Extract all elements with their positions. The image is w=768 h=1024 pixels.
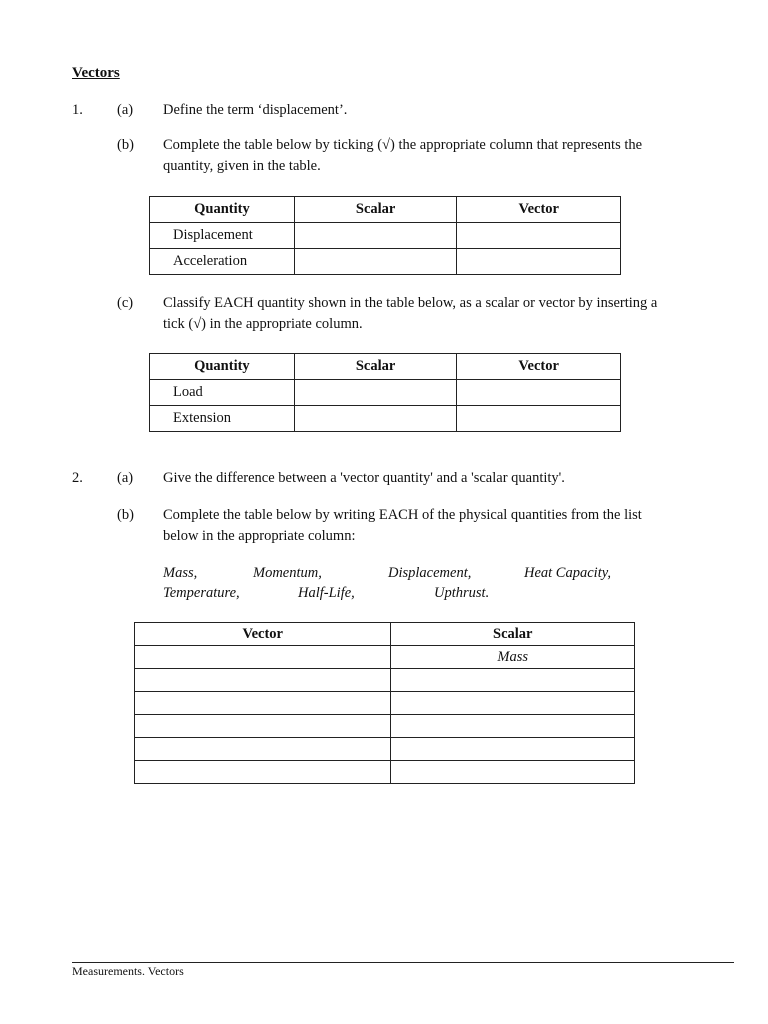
quantity-cell: Load: [150, 380, 295, 406]
q1-part-a-label: (a): [117, 102, 134, 118]
vector-cell[interactable]: [135, 692, 391, 715]
q1c-table: [149, 353, 621, 432]
list-item: Half-Life,: [298, 585, 355, 601]
column-header-vector: Vector: [457, 354, 621, 380]
scalar-cell[interactable]: [391, 692, 635, 715]
quantity-cell: Displacement: [150, 223, 295, 249]
table-header-row: [135, 623, 635, 646]
q1b-table: [149, 196, 621, 275]
column-header-scalar: Scalar: [294, 197, 457, 223]
table-row: [150, 249, 621, 275]
scalar-cell[interactable]: [391, 669, 635, 692]
list-item: Mass,: [163, 565, 198, 581]
table-row: [135, 692, 635, 715]
vector-cell[interactable]: [135, 715, 391, 738]
footer-divider: [72, 962, 734, 963]
table-header-row: [150, 197, 621, 223]
list-item: Heat Capacity,: [524, 565, 611, 581]
q1-part-c-line1: Classify EACH quantity shown in the table below, as a scalar or vector by inserting a: [163, 295, 658, 311]
column-header-quantity: Quantity: [150, 354, 295, 380]
scalar-cell[interactable]: [391, 738, 635, 761]
page-footer: Measurements. Vectors: [72, 964, 184, 978]
column-header-quantity: Quantity: [150, 197, 295, 223]
q1-part-c-line2: tick (√) in the appropriate column.: [163, 316, 363, 332]
vector-tick-cell[interactable]: [457, 406, 621, 432]
scalar-tick-cell[interactable]: [294, 223, 457, 249]
table-row: [150, 380, 621, 406]
vector-tick-cell[interactable]: [457, 380, 621, 406]
q2-part-b-text: [163, 505, 693, 547]
scalar-tick-cell[interactable]: [294, 406, 457, 432]
list-item: Upthrust.: [434, 585, 490, 601]
q1-part-c-label: (c): [117, 295, 134, 311]
vector-cell[interactable]: [135, 646, 391, 669]
q1-part-a-text: Define the term ‘displacement’.: [163, 102, 348, 118]
table-row: [135, 738, 635, 761]
table-row: [150, 223, 621, 249]
q1-part-b-line1: Complete the table below by ticking (√) the appropriate column that represents the: [163, 137, 643, 153]
scalar-cell[interactable]: [391, 761, 635, 784]
q1-part-b-line2: quantity, given in the table.: [163, 158, 321, 174]
q2-part-a-label: (a): [117, 470, 134, 486]
table-row: [135, 669, 635, 692]
q2-part-a-text: Give the difference between a 'vector quantity' and a 'scalar quantity'.: [163, 470, 565, 486]
list-item: Displacement,: [388, 565, 472, 581]
q2-part-b-label: (b): [117, 507, 134, 523]
quantity-cell: Extension: [150, 406, 295, 432]
table-row: [135, 715, 635, 738]
table-row: [150, 406, 621, 432]
scalar-cell[interactable]: Mass: [391, 646, 635, 669]
q2-part-b-line1: Complete the table below by writing EACH of the physical quantities from the list: [163, 507, 642, 523]
column-header-vector: Vector: [457, 197, 621, 223]
q2-part-b-line2: below in the appropriate column:: [163, 528, 356, 544]
q2b-table: [134, 622, 635, 784]
q1-part-c-text: [163, 293, 693, 335]
scalar-cell[interactable]: [391, 715, 635, 738]
quantity-cell: Acceleration: [150, 249, 295, 275]
table-row: [135, 761, 635, 784]
vector-cell[interactable]: [135, 761, 391, 784]
q1-part-b-label: (b): [117, 137, 134, 153]
vector-tick-cell[interactable]: [457, 223, 621, 249]
scalar-tick-cell[interactable]: [294, 380, 457, 406]
vector-tick-cell[interactable]: [457, 249, 621, 275]
column-header-scalar: Scalar: [294, 354, 457, 380]
question-2-number: 2.: [72, 470, 83, 486]
list-item: Momentum,: [253, 565, 322, 581]
column-header-scalar: Scalar: [391, 623, 635, 646]
question-1-number: 1.: [72, 102, 83, 118]
page-heading: Vectors: [72, 65, 120, 81]
list-item: Temperature,: [163, 585, 240, 601]
vector-cell[interactable]: [135, 738, 391, 761]
vector-cell[interactable]: [135, 669, 391, 692]
scalar-tick-cell[interactable]: [294, 249, 457, 275]
q1-part-b-text: [163, 135, 693, 177]
table-header-row: [150, 354, 621, 380]
column-header-vector: Vector: [135, 623, 391, 646]
table-row: [135, 646, 635, 669]
